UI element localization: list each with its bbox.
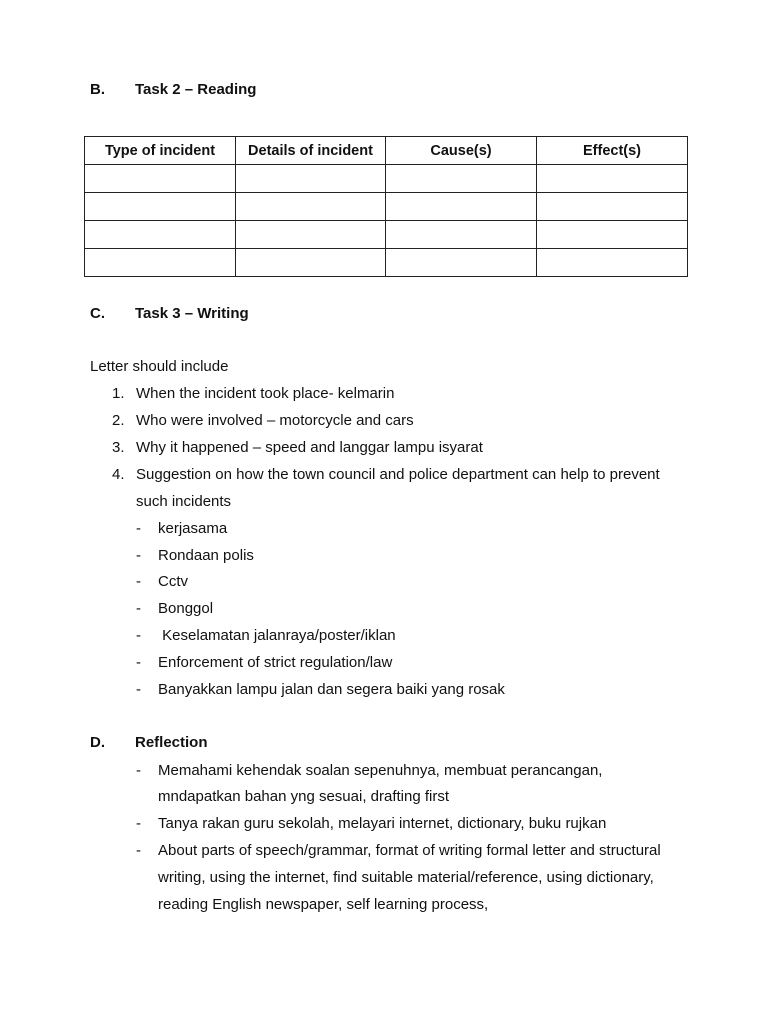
dash-bullet: -: [136, 573, 141, 590]
task3-title: Task 3 – Writing: [135, 305, 249, 322]
header-type-of-incident: Type of incident: [85, 137, 236, 165]
table-cell[interactable]: [537, 249, 688, 277]
reflection-heading: [90, 734, 208, 752]
table-row: [85, 221, 688, 249]
bullet-text: Banyakkan lampu jalan dan segera baiki yang rosak: [158, 681, 505, 698]
table-cell[interactable]: [386, 221, 537, 249]
dash-bullet: -: [136, 842, 141, 859]
bullet-text: Cctv: [158, 573, 188, 590]
table-cell[interactable]: [85, 221, 236, 249]
table-cell[interactable]: [85, 193, 236, 221]
list-number: 2.: [112, 412, 125, 429]
table-row: [85, 249, 688, 277]
dash-bullet: -: [136, 762, 141, 779]
dash-bullet: -: [136, 654, 141, 671]
bullet-text: About parts of speech/grammar, format of writing formal letter and structural: [158, 842, 661, 859]
list-text: Who were involved – motorcycle and cars: [136, 412, 414, 429]
dash-bullet: -: [136, 547, 141, 564]
table-cell[interactable]: [236, 249, 386, 277]
task3-heading: [90, 305, 249, 323]
task2-heading: [90, 81, 256, 99]
bullet-text: Memahami kehendak soalan sepenuhnya, membuat perancangan,: [158, 762, 603, 779]
table-cell[interactable]: [236, 221, 386, 249]
table-cell[interactable]: [85, 165, 236, 193]
table-cell[interactable]: [386, 249, 537, 277]
table-cell[interactable]: [537, 221, 688, 249]
bullet-text: kerjasama: [158, 520, 228, 537]
table-cell[interactable]: [537, 193, 688, 221]
table-cell[interactable]: [386, 193, 537, 221]
task2-title: Task 2 – Reading: [135, 81, 257, 98]
dash-bullet: -: [136, 520, 141, 537]
incident-table: [84, 136, 688, 277]
table-cell[interactable]: [236, 165, 386, 193]
bullet-text: Bonggol: [158, 600, 214, 617]
list-number: 1.: [112, 385, 125, 402]
reflection-letter: D.: [90, 734, 105, 751]
list-text: When the incident took place- kelmarin: [136, 385, 395, 402]
dash-bullet: -: [136, 600, 141, 617]
bullet-text-continued: mndapatkan bahan yng sesuai, drafting first: [158, 788, 450, 805]
table-cell[interactable]: [85, 249, 236, 277]
task3-letter: C.: [90, 305, 105, 322]
table-cell[interactable]: [236, 193, 386, 221]
dash-bullet: -: [136, 681, 141, 698]
bullet-text-continued: reading English newspaper, self learning process,: [158, 896, 489, 913]
header-causes: Cause(s): [386, 137, 537, 165]
list-text: Suggestion on how the town council and police department can help to prevent: [136, 466, 660, 483]
list-text-continued: such incidents: [136, 493, 232, 510]
list-number: 3.: [112, 439, 125, 456]
header-effects: Effect(s): [537, 137, 688, 165]
dash-bullet: -: [136, 627, 141, 644]
task2-letter: B.: [90, 81, 105, 98]
table-header-row: [85, 137, 688, 165]
bullet-text-continued: writing, using the internet, find suitable material/reference, using dictionary,: [158, 869, 654, 886]
bullet-text: Enforcement of strict regulation/law: [158, 654, 393, 671]
list-number: 4.: [112, 466, 125, 483]
reflection-title: Reflection: [135, 734, 208, 751]
table-row: [85, 193, 688, 221]
letter-intro: Letter should include: [90, 358, 229, 375]
bullet-text: Rondaan polis: [158, 547, 254, 564]
bullet-text: Keselamatan jalanraya/poster/iklan: [158, 627, 396, 644]
bullet-text: Tanya rakan guru sekolah, melayari internet, dictionary, buku rujkan: [158, 815, 607, 832]
table-cell[interactable]: [386, 165, 537, 193]
table-cell[interactable]: [537, 165, 688, 193]
list-text: Why it happened – speed and langgar lampu isyarat: [136, 439, 483, 456]
table-row: [85, 165, 688, 193]
dash-bullet: -: [136, 815, 141, 832]
header-details-of-incident: Details of incident: [236, 137, 386, 165]
